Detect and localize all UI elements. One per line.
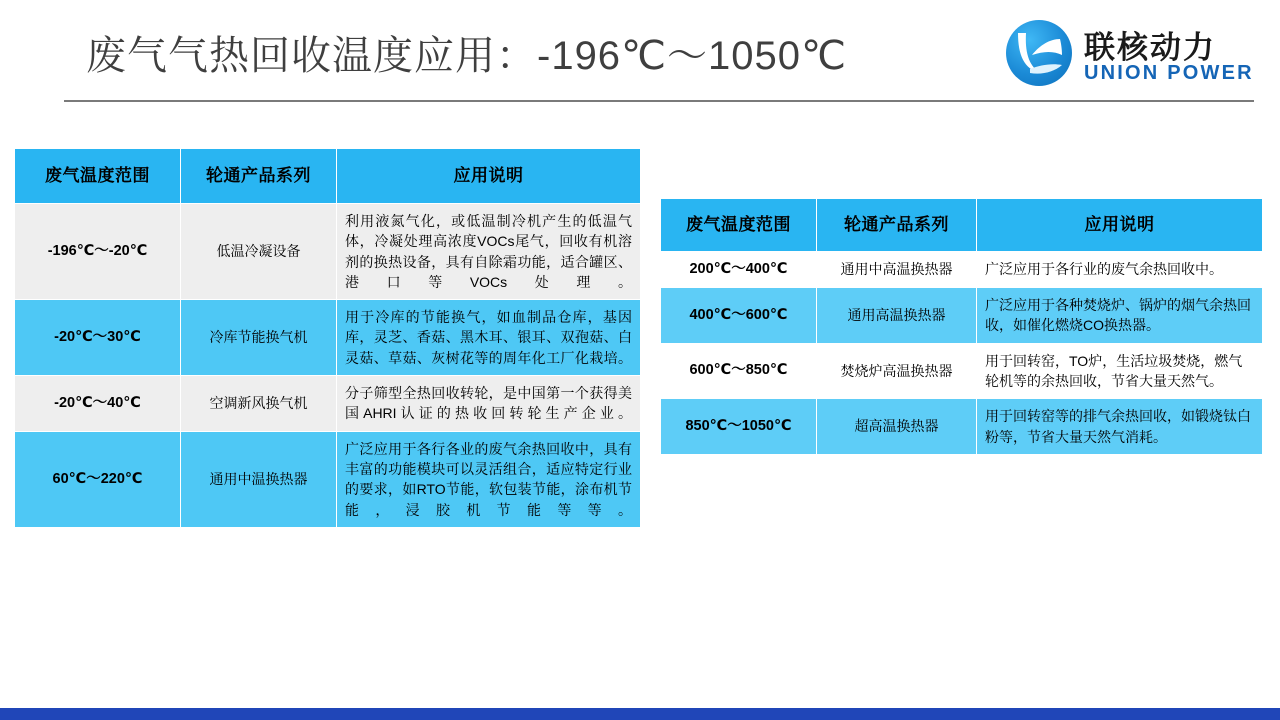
table-row <box>661 252 1263 288</box>
cell-range: -20℃～40℃ <box>15 376 181 432</box>
page-title: 废气气热回收温度应用：-196℃～1050℃ <box>86 34 847 78</box>
table-row <box>15 431 641 527</box>
cell-range: 200℃～400℃ <box>661 252 817 288</box>
table-row <box>15 376 641 432</box>
table-header-row <box>15 149 641 204</box>
cell-description: 用于回转窑等的排气余热回收，如锻烧钛白粉等，节省大量天然气消耗。 <box>977 399 1263 455</box>
cell-series: 通用中高温换热器 <box>817 252 977 288</box>
cell-range: 60℃～220℃ <box>15 431 181 527</box>
table-row <box>661 288 1263 344</box>
cell-series: 超高温换热器 <box>817 399 977 455</box>
logo-english-name: UNION POWER <box>1084 62 1254 84</box>
column-header-series: 轮通产品系列 <box>817 199 977 252</box>
cell-description: 广泛应用于各种焚烧炉、锅炉的烟气余热回收，如催化燃烧CO换热器。 <box>977 288 1263 344</box>
cell-range: -196℃～-20℃ <box>15 204 181 300</box>
low-temperature-table <box>14 148 641 528</box>
column-header-description: 应用说明 <box>337 149 641 204</box>
table-row <box>15 204 641 300</box>
company-logo <box>1006 18 1258 90</box>
header-divider <box>64 100 1254 102</box>
cell-description: 分子筛型全热回收转轮，是中国第一个获得美国AHRI认证的热收回转轮生产企业。 <box>337 376 641 432</box>
cell-range: 850℃～1050℃ <box>661 399 817 455</box>
column-header-range: 废气温度范围 <box>661 199 817 252</box>
high-temperature-table <box>660 198 1263 455</box>
cell-range: 400℃～600℃ <box>661 288 817 344</box>
cell-series: 通用高温换热器 <box>817 288 977 344</box>
cell-description: 用于冷库的节能换气，如血制品仓库，基因库，灵芝、香菇、黑木耳、银耳、双孢菇、白灵菇、草菇、灰树花等的周年化工厂化栽培。 <box>337 300 641 376</box>
table-header-row <box>661 199 1263 252</box>
cell-description: 用于回转窑，TO炉，生活垃圾焚烧，燃气轮机等的余热回收，节省大量天然气。 <box>977 343 1263 399</box>
union-power-logo-icon <box>1006 20 1072 86</box>
slide-header <box>0 0 1280 104</box>
cell-range: -20℃～30℃ <box>15 300 181 376</box>
cell-description: 广泛应用于各行业的废气余热回收中。 <box>977 252 1263 288</box>
cell-series: 通用中温换热器 <box>181 431 337 527</box>
cell-description: 广泛应用于各行各业的废气余热回收中，具有丰富的功能模块可以灵活组合，适应特定行业的要求，如RTO节能，软包装节能，涂布机节能，浸胶机节能等等。 <box>337 431 641 527</box>
table-row <box>15 300 641 376</box>
cell-range: 600℃～850℃ <box>661 343 817 399</box>
cell-series: 空调新风换气机 <box>181 376 337 432</box>
table-row <box>661 399 1263 455</box>
cell-description: 利用液氮气化，或低温制冷机产生的低温气体，冷凝处理高浓度VOCs尾气，回收有机溶剂的换热设备，具有自除霜功能，适合罐区、港口等VOCs处理。 <box>337 204 641 300</box>
cell-series: 冷库节能换气机 <box>181 300 337 376</box>
bottom-accent-bar <box>0 708 1280 720</box>
column-header-range: 废气温度范围 <box>15 149 181 204</box>
logo-chinese-name: 联核动力 <box>1084 30 1216 65</box>
table-row <box>661 343 1263 399</box>
cell-series: 焚烧炉高温换热器 <box>817 343 977 399</box>
cell-series: 低温冷凝设备 <box>181 204 337 300</box>
column-header-description: 应用说明 <box>977 199 1263 252</box>
column-header-series: 轮通产品系列 <box>181 149 337 204</box>
